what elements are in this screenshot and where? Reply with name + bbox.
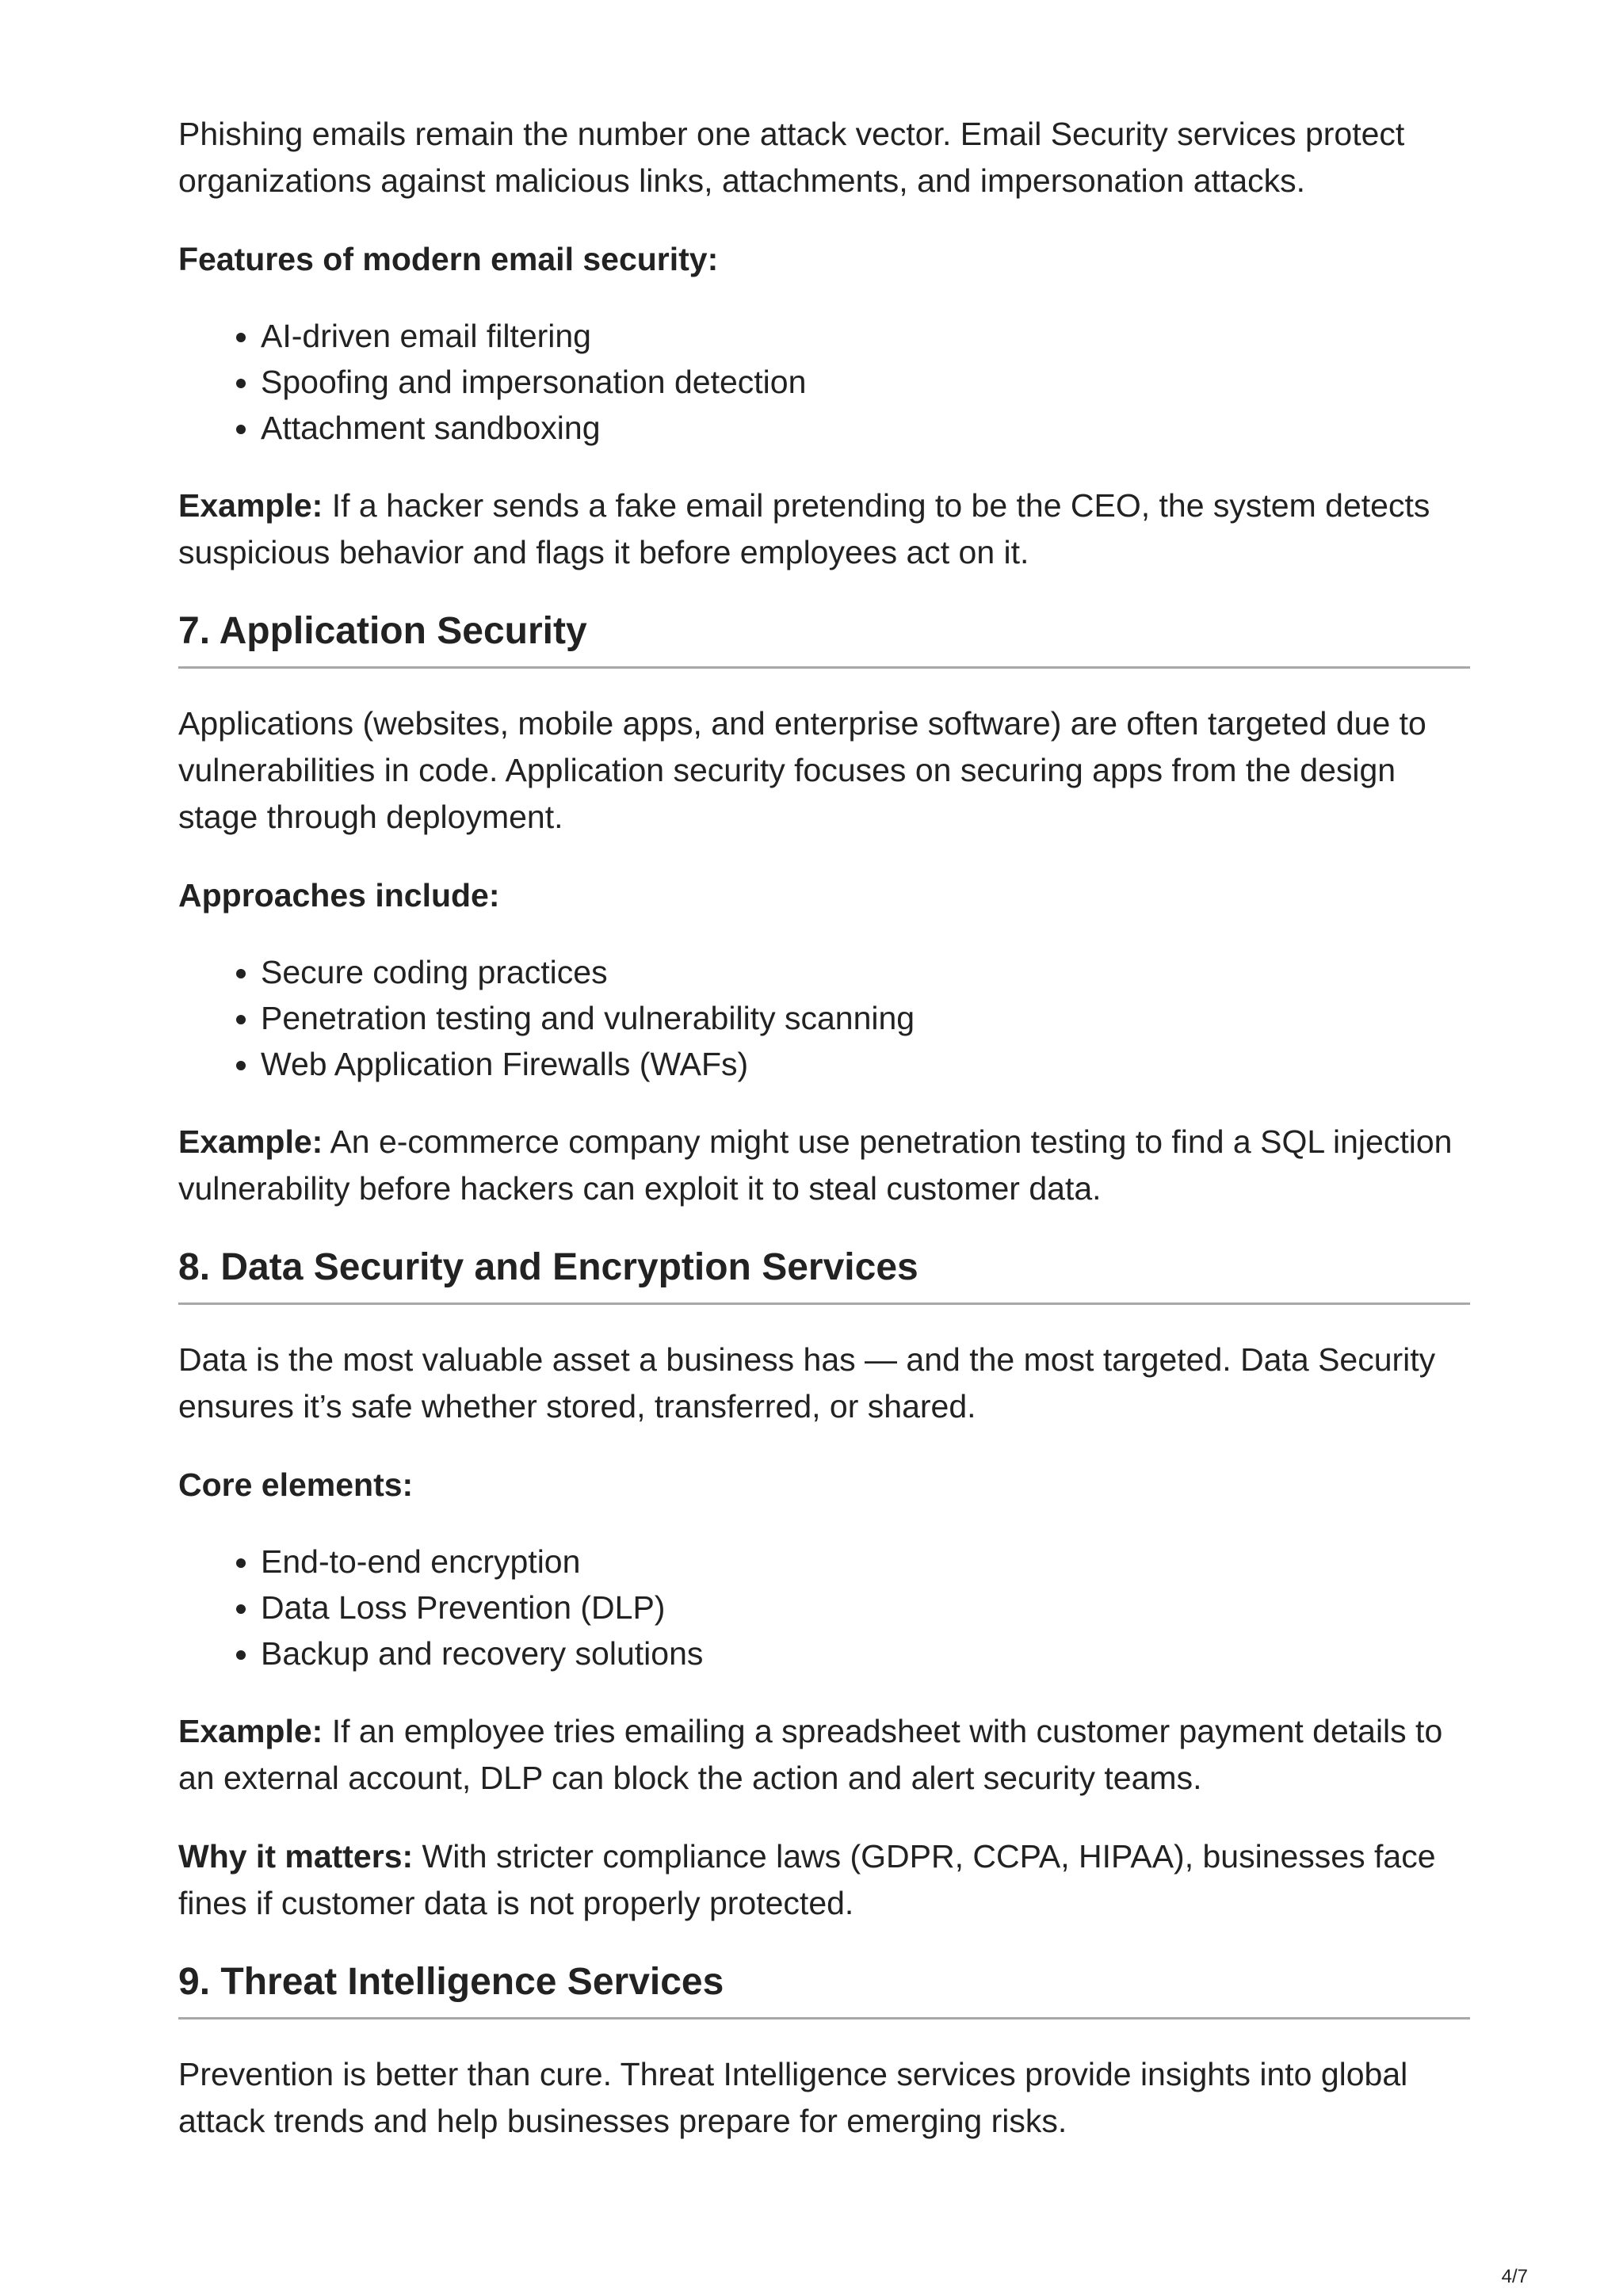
core-elements-label-text: Core elements:	[178, 1466, 414, 1503]
features-label-text: Features of modern email security:	[178, 241, 719, 277]
example-label: Example:	[178, 487, 323, 524]
approaches-list	[178, 949, 1470, 1087]
approaches-label-text: Approaches include:	[178, 877, 500, 913]
email-security-intro: Phishing emails remain the number one attack vector. Email Security services protect organizations against malicious links, attachments, and impersonation attacks.	[178, 116, 1405, 199]
application-security-example	[178, 1119, 1470, 1212]
why-it-matters	[178, 1833, 1470, 1927]
list-item: • Data Loss Prevention (DLP)	[261, 1585, 1470, 1630]
section-heading-application-security: 7. Application Security	[178, 608, 1470, 669]
list-item: • Spoofing and impersonation detection	[261, 359, 1470, 405]
document-page	[178, 111, 1470, 2176]
list-item: • Penetration testing and vulnerability scanning	[261, 995, 1470, 1041]
list-item: • Web Application Firewalls (WAFs)	[261, 1041, 1470, 1087]
application-security-paragraph: Applications (websites, mobile apps, and enterprise software) are often targeted due to vulnerabilities in code. Application security focuses on securing apps from the design stage through deployment.	[178, 705, 1426, 835]
page-number: 4/7	[1501, 2266, 1528, 2287]
list-item: • End-to-end encryption	[261, 1539, 1470, 1585]
approaches-label	[178, 872, 1470, 919]
features-label	[178, 236, 1470, 283]
example-label: Example:	[178, 1713, 323, 1749]
data-security-paragraph: Data is the most valuable asset a business has — and the most targeted. Data Security ensures it’s safe whether stored, transferred, or shared.	[178, 1341, 1436, 1425]
example-label: Example:	[178, 1123, 323, 1160]
list-item: • Backup and recovery solutions	[261, 1630, 1470, 1676]
example-text: If an employee tries emailing a spreadsheet with customer payment details to an external account, DLP can block the action and alert security teams.	[178, 1713, 1443, 1796]
example-text: An e-commerce company might use penetration testing to find a SQL injection vulnerability before hackers can exploit it to steal customer data.	[178, 1123, 1453, 1207]
why-label: Why it matters:	[178, 1838, 414, 1875]
data-security-example	[178, 1708, 1470, 1802]
threat-intelligence-paragraph: Prevention is better than cure. Threat Intelligence services provide insights into global attack trends and help businesses prepare for emerging risks.	[178, 2056, 1408, 2139]
core-elements-label	[178, 1462, 1470, 1508]
core-elements-list	[178, 1539, 1470, 1676]
features-list	[178, 313, 1470, 451]
list-item: • Secure coding practices	[261, 949, 1470, 995]
email-security-example	[178, 482, 1470, 576]
why-text: With stricter compliance laws (GDPR, CCPA, HIPAA), businesses face fines if customer data is not properly protected.	[178, 1838, 1436, 1921]
list-item: • Attachment sandboxing	[261, 405, 1470, 451]
section-heading-data-security: 8. Data Security and Encryption Services	[178, 1244, 1470, 1305]
example-text: If a hacker sends a fake email pretending to be the CEO, the system detects suspicious behavior and flags it before employees act on it.	[178, 487, 1430, 570]
list-item: • AI-driven email filtering	[261, 313, 1470, 359]
section-heading-threat-intelligence: 9. Threat Intelligence Services	[178, 1958, 1470, 2019]
